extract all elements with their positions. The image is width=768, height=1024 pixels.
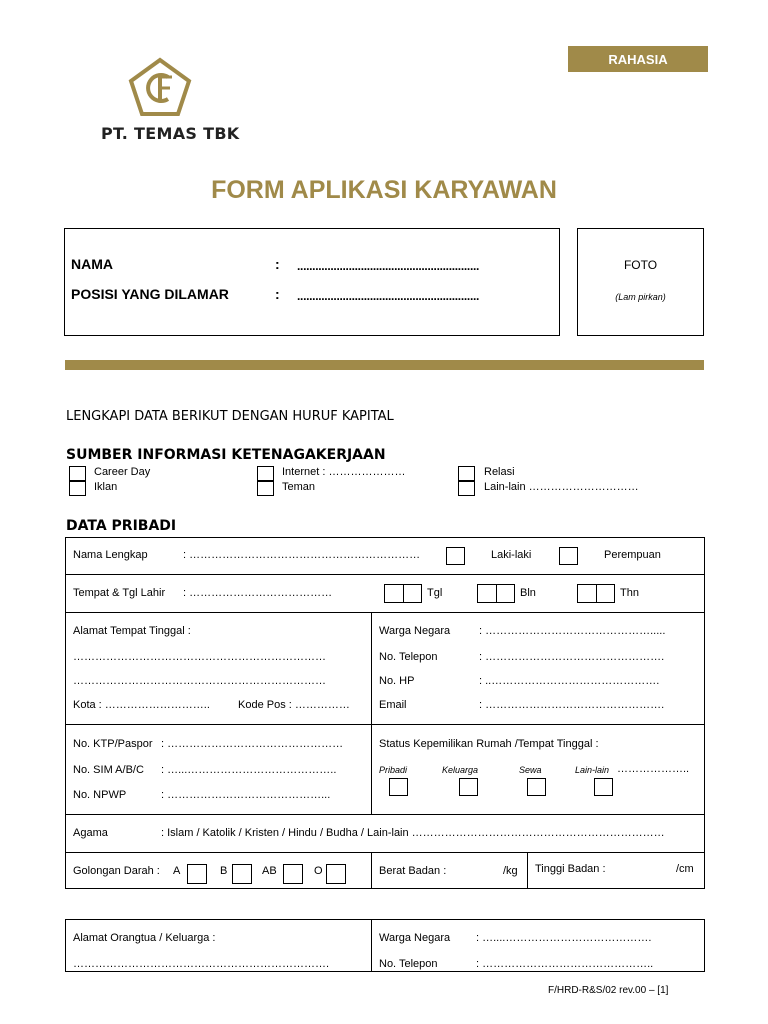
tgl-input-divider [403,584,404,603]
berat-unit: /kg [503,865,518,877]
nama-lengkap-field[interactable]: : ……………………………………………………… [183,549,421,561]
kode-pos-field[interactable]: Kode Pos : …………… [238,699,350,711]
keluarga-checkbox[interactable] [459,778,478,796]
teman-label: Teman [282,481,316,493]
company-name: PT. TEMAS TBK [101,124,240,143]
warga-negara-field[interactable]: : ………………………………………..... [479,625,666,637]
thn-input-divider [596,584,597,603]
sim-field[interactable]: : …...………………………………….. [161,764,337,776]
berat-label: Berat Badan : [379,865,447,877]
gol-o-checkbox[interactable] [326,864,346,884]
ktp-label: No. KTP/Paspor [73,738,153,750]
instruction-text: LENGKAPI DATA BERIKUT DENGAN HURUF KAPITAL [66,409,394,424]
column-divider [527,852,528,889]
company-logo-icon [128,57,192,117]
ortu-telepon-field[interactable]: : ……………………………………….. [476,958,654,970]
ortu-warga-negara-field[interactable]: : …....…………………………………. [476,932,652,944]
iklan-label: Iklan [94,481,118,493]
alamat-ortu-field[interactable]: ……………………………………………………………. [73,958,330,970]
gol-o-label: O [314,865,323,877]
divider-bar [65,360,704,370]
relasi-checkbox[interactable] [458,466,475,481]
keluarga-label: Keluarga [442,765,479,775]
column-divider [371,919,372,972]
photo-box[interactable] [577,228,704,336]
internet-label: Internet : ………………… [282,466,406,478]
career-day-label: Career Day [94,466,151,478]
tinggi-label: Tinggi Badan : [535,863,606,875]
gol-a-checkbox[interactable] [187,864,207,884]
warga-negara-label: Warga Negara [379,625,451,637]
nama-colon: : [275,256,280,272]
gol-b-checkbox[interactable] [232,864,252,884]
lain-checkbox[interactable] [594,778,613,796]
sim-label: No. SIM A/B/C [73,764,144,776]
lain-label: Lain-lain [575,765,610,775]
nama-field[interactable]: ............................................................ [297,259,480,273]
status-rumah-label: Status Kepemilikan Rumah /Tempat Tinggal : [379,738,599,750]
alamat-label: Alamat Tempat Tinggal : [73,625,191,637]
row-divider [65,574,705,575]
foto-note: (Lam pirkan) [615,292,666,302]
alamat-line-1[interactable]: …………………………………………………………… [73,651,326,663]
perempuan-label: Perempuan [604,549,661,561]
lain-lain-checkbox[interactable] [458,481,475,496]
teman-checkbox[interactable] [257,481,274,496]
row-divider [65,814,705,815]
nama-label: NAMA [71,256,113,272]
email-label: Email [379,699,407,711]
relasi-label: Relasi [484,466,515,478]
ortu-telepon-label: No. Telepon [379,958,438,970]
iklan-checkbox[interactable] [69,481,86,496]
data-pribadi-heading: DATA PRIBADI [66,518,177,534]
gol-b-label: B [220,865,228,877]
ktp-field[interactable]: : ………………………………………… [161,738,344,750]
ortu-warga-negara-label: Warga Negara [379,932,451,944]
internet-checkbox[interactable] [257,466,274,481]
laki-laki-label: Laki-laki [491,549,532,561]
ttl-field[interactable]: : ………………………………… [183,587,333,599]
npwp-label: No. NPWP [73,789,127,801]
gol-ab-checkbox[interactable] [283,864,303,884]
kota-field[interactable]: Kota : ……………………….. [73,699,210,711]
gol-darah-label: Golongan Darah : [73,865,160,877]
alamat-line-2[interactable]: …………………………………………………………… [73,675,326,687]
ttl-label: Tempat & Tgl Lahir [73,587,166,599]
tinggi-unit: /cm [676,863,694,875]
nama-lengkap-label: Nama Lengkap [73,549,148,561]
posisi-colon: : [275,286,280,302]
bln-label: Bln [520,587,536,599]
column-divider [371,612,372,814]
gol-ab-label: AB [262,865,277,877]
career-day-checkbox[interactable] [69,466,86,481]
form-title: FORM APLIKASI KARYAWAN [211,176,557,204]
email-field[interactable]: : …………………………………………. [479,699,665,711]
row-divider [65,612,705,613]
npwp-field[interactable]: : ……………………………………... [161,789,331,801]
perempuan-checkbox[interactable] [559,547,578,565]
row-divider [65,852,705,853]
posisi-label: POSISI YANG DILAMAR [71,286,229,302]
pribadi-checkbox[interactable] [389,778,408,796]
tgl-label: Tgl [427,587,443,599]
alamat-ortu-label: Alamat Orangtua / Keluarga : [73,932,216,944]
bln-input-divider [496,584,497,603]
foto-label: FOTO [623,258,658,272]
confidential-badge: RAHASIA [568,46,708,72]
hp-field[interactable]: : ..………………………………………. [479,675,660,687]
lain-lain-label: Lain-lain ………………………… [484,481,639,493]
hp-label: No. HP [379,675,415,687]
sewa-label: Sewa [519,765,542,775]
pribadi-label: Pribadi [379,765,408,775]
applicant-box [64,228,560,336]
form-code-footer: F/HRD-R&S/02 rev.00 – [1] [548,985,669,996]
sewa-checkbox[interactable] [527,778,546,796]
column-divider [371,852,372,889]
posisi-field[interactable]: ............................................................ [297,289,480,303]
sumber-heading: SUMBER INFORMASI KETENAGAKERJAAN [66,447,386,463]
telepon-field[interactable]: : …………………………………………. [479,651,665,663]
laki-laki-checkbox[interactable] [446,547,465,565]
telepon-label: No. Telepon [379,651,438,663]
agama-label: Agama [73,827,108,839]
lain-field[interactable]: ……………….. [617,763,690,775]
agama-options[interactable]: : Islam / Katolik / Kristen / Hindu / Budha / Lain-lain …………………………………………………………… [161,827,665,839]
gol-a-label: A [173,865,181,877]
row-divider [65,724,705,725]
thn-label: Thn [620,587,639,599]
